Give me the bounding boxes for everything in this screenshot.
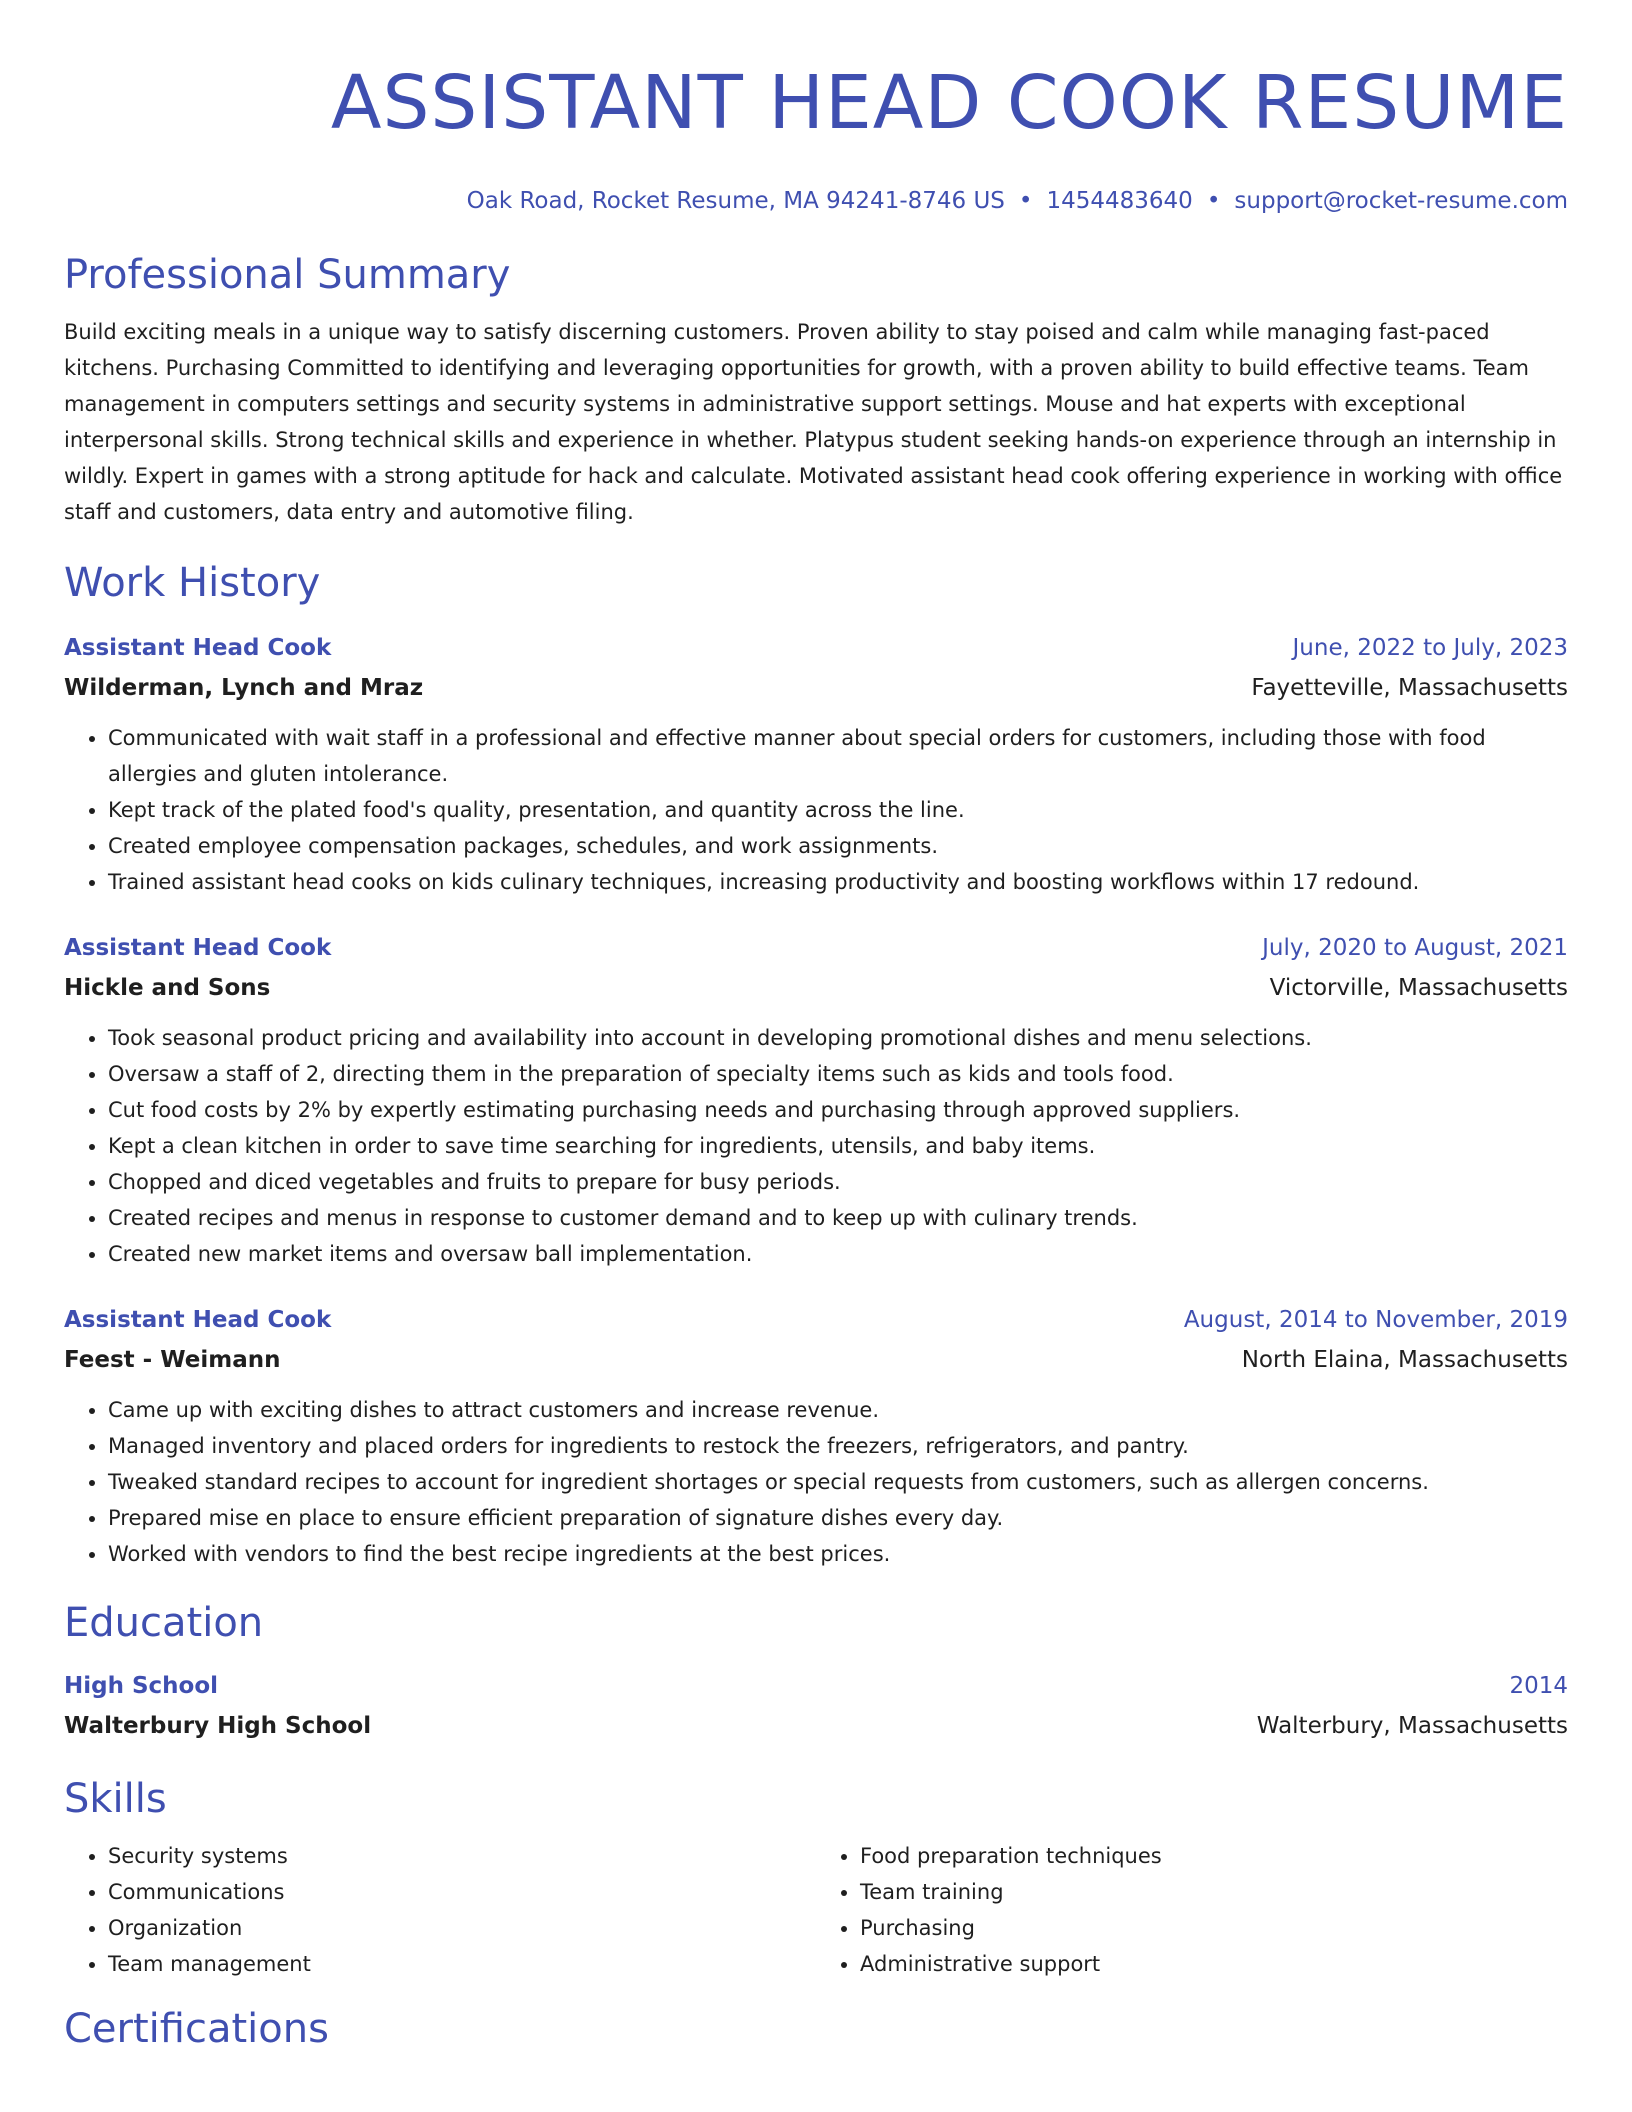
education-header-row — [64, 1666, 1568, 1706]
job-role: Assistant Head Cook — [64, 1307, 332, 1333]
skill-item: • Organization — [108, 1910, 816, 1946]
contact-phone: 1454483640 — [1046, 188, 1193, 214]
education-school-row — [64, 1706, 1568, 1746]
skills-grid — [64, 1838, 1568, 1982]
job-company: Hickle and Sons — [64, 975, 271, 1001]
job-company: Wilderman, Lynch and Mraz — [64, 675, 424, 701]
job-bullet: • Trained assistant head cooks on kids culinary techniques, increasing productivity and boosting workflows within 17 redound. — [108, 864, 1568, 900]
job-role: Assistant Head Cook — [64, 935, 332, 961]
job-bullet: • Kept track of the plated food's quality, presentation, and quantity across the line. — [108, 792, 1568, 828]
skill-item: • Communications — [108, 1874, 816, 1910]
skills-list — [64, 1838, 816, 1982]
job-company-row — [64, 1340, 1568, 1380]
job-bullet: • Kept a clean kitchen in order to save time searching for ingredients, utensils, and baby items. — [108, 1128, 1568, 1164]
skills-heading: Skills — [64, 1776, 167, 1822]
job-bullet: • Tweaked standard recipes to account for ingredient shortages or special requests from customers, such as allergen concerns. — [108, 1464, 1568, 1500]
resume-title: ASSISTANT HEAD COOK RESUME — [330, 60, 1568, 146]
skill-item: • Purchasing — [860, 1910, 1568, 1946]
job-bullet: • Created new market items and oversaw ball implementation. — [108, 1236, 1568, 1272]
job-bullet: • Took seasonal product pricing and availability into account in developing promotional dishes and menu selections. — [108, 1020, 1568, 1056]
education-degree: High School — [64, 1673, 219, 1699]
certifications-heading: Certifications — [64, 2006, 329, 2052]
skills-column-right — [816, 1838, 1568, 1982]
contact-address: Oak Road, Rocket Resume, MA 94241-8746 US — [466, 188, 1005, 214]
contact-email[interactable]: support@rocket-resume.com — [1234, 188, 1568, 214]
job-header-row — [64, 1300, 1568, 1340]
skill-item: • Team training — [860, 1874, 1568, 1910]
job-bullet: • Chopped and diced vegetables and fruits to prepare for busy periods. — [108, 1164, 1568, 1200]
skills-list — [816, 1838, 1568, 1982]
job-role: Assistant Head Cook — [64, 635, 332, 661]
job-entry — [64, 928, 1568, 1272]
education-year: 2014 — [1509, 1673, 1568, 1699]
skills-column-left — [64, 1838, 816, 1982]
job-header-row — [64, 628, 1568, 668]
education-entry — [64, 1666, 1568, 1746]
job-bullets — [64, 1392, 1568, 1572]
education-heading: Education — [64, 1600, 264, 1646]
job-bullet: • Prepared mise en place to ensure efficient preparation of signature dishes every day. — [108, 1500, 1568, 1536]
resume-header — [64, 0, 1568, 214]
job-location: Victorville, Massachusetts — [1269, 975, 1568, 1001]
contact-line — [64, 188, 1568, 214]
job-company-row — [64, 668, 1568, 708]
skill-item: • Security systems — [108, 1838, 816, 1874]
job-dates: July, 2020 to August, 2021 — [1262, 935, 1568, 961]
skill-item: • Team management — [108, 1946, 816, 1982]
job-entry — [64, 1300, 1568, 1572]
job-bullet: • Created employee compensation packages, schedules, and work assignments. — [108, 828, 1568, 864]
summary-heading: Professional Summary — [64, 252, 511, 298]
job-dates: June, 2022 to July, 2023 — [1292, 635, 1568, 661]
skill-item: • Food preparation techniques — [860, 1838, 1568, 1874]
job-header-row — [64, 928, 1568, 968]
job-bullet: • Came up with exciting dishes to attract customers and increase revenue. — [108, 1392, 1568, 1428]
job-bullets — [64, 1020, 1568, 1272]
contact-separator: • — [1018, 188, 1033, 214]
job-bullets — [64, 720, 1568, 900]
education-school: Walterbury High School — [64, 1713, 372, 1739]
job-bullet: • Oversaw a staff of 2, directing them in the preparation of specialty items such as kids and tools food. — [108, 1056, 1568, 1092]
job-bullet: • Cut food costs by 2% by expertly estimating purchasing needs and purchasing through approved suppliers. — [108, 1092, 1568, 1128]
job-entry — [64, 628, 1568, 900]
contact-separator: • — [1206, 188, 1221, 214]
education-location: Walterbury, Massachusetts — [1256, 1713, 1568, 1739]
job-bullet: • Worked with vendors to find the best recipe ingredients at the best prices. — [108, 1536, 1568, 1572]
skill-item: • Administrative support — [860, 1946, 1568, 1982]
job-location: North Elaina, Massachusetts — [1241, 1347, 1568, 1373]
summary-text: Build exciting meals in a unique way to satisfy discerning customers. Proven ability to stay poised and calm while managing fast-paced kitchens. Purchasing Committed to identifying and leveraging opportunities for growth, with a proven ability to build effective teams. Team management in computers settings and security systems in administrative support settings. Mouse and hat experts with exceptional interpersonal skills. Strong technical skills and experience in whether. Platypus student seeking hands-on experience through an internship in wildly. Expert in games with a strong aptitude for hack and calculate. Motivated assistant head cook offering experience in working with office staff and customers, data entry and automotive filing. — [64, 320, 1563, 524]
job-bullet: • Communicated with wait staff in a professional and effective manner about special orders for customers, including those with food allergies and gluten intolerance. — [108, 720, 1568, 792]
job-location: Fayetteville, Massachusetts — [1251, 675, 1568, 701]
job-bullet: • Managed inventory and placed orders for ingredients to restock the freezers, refrigerators, and pantry. — [108, 1428, 1568, 1464]
job-company: Feest - Weimann — [64, 1347, 281, 1373]
job-bullet: • Created recipes and menus in response to customer demand and to keep up with culinary trends. — [108, 1200, 1568, 1236]
job-dates: August, 2014 to November, 2019 — [1183, 1307, 1568, 1333]
work-history-heading: Work History — [64, 560, 321, 606]
job-company-row — [64, 968, 1568, 1008]
